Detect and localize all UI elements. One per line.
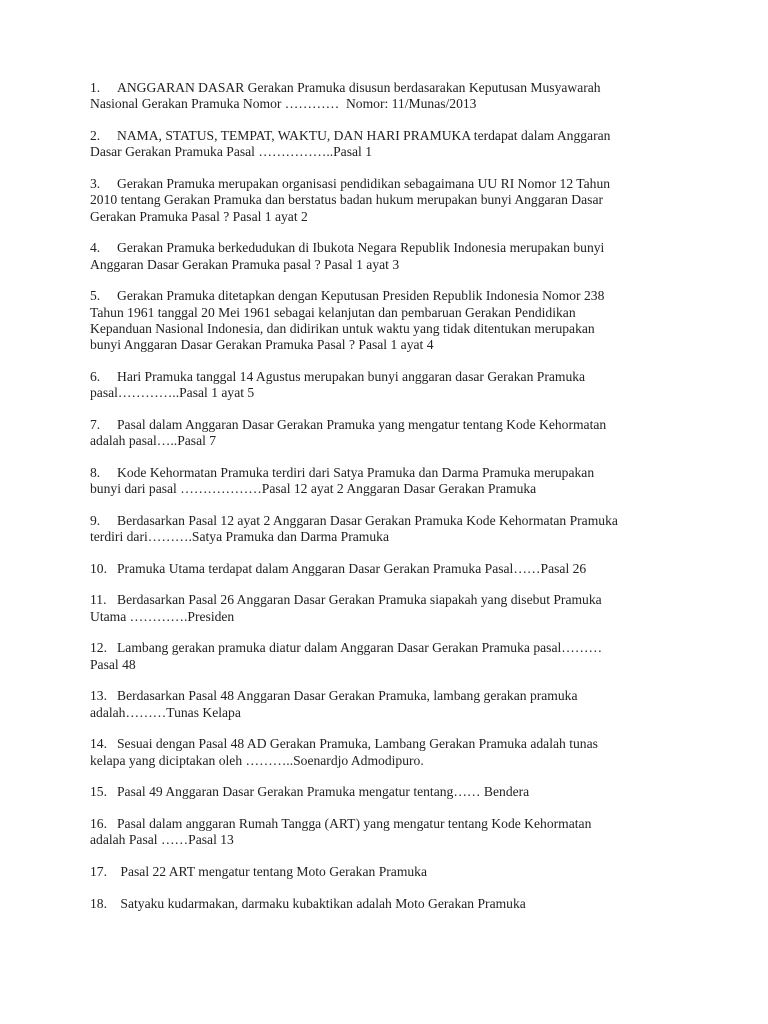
question-text: Anggaran Dasar Gerakan Pramuka pasal ? Pasal 1 ayat 3	[90, 256, 400, 272]
question-text: terdiri dari……….Satya Pramuka dan Darma Pramuka	[90, 529, 389, 545]
question-text: Nasional Gerakan Pramuka Nomor ………… Nomor: 11/Munas/2013	[90, 96, 477, 112]
question-number: 1.	[90, 80, 101, 95]
question-text: Pasal 49 Anggaran Dasar Gerakan Pramuka mengatur tentang…… Bendera	[117, 784, 530, 800]
question-item	[90, 288, 690, 353]
question-number: 11.	[90, 592, 107, 608]
question-item	[90, 513, 690, 546]
question-number: 8.	[90, 464, 101, 480]
question-item	[90, 240, 690, 273]
question-line	[90, 369, 690, 385]
question-text: Berdasarkan Pasal 26 Anggaran Dasar Gerakan Pramuka siapakah yang disebut Pramuka	[117, 592, 602, 608]
question-text: kelapa yang diciptakan oleh ………..Soenardjo Admodipuro.	[90, 752, 424, 768]
question-number: 18.	[90, 895, 107, 911]
question-text: Satyaku kudarmakan, darmaku kubaktikan adalah Moto Gerakan Pramuka	[117, 895, 526, 911]
question-line	[90, 80, 690, 96]
question-line	[90, 176, 690, 192]
question-line	[90, 288, 690, 304]
question-line	[90, 736, 690, 752]
question-text: Gerakan Pramuka berkedudukan di Ibukota Negara Republik Indonesia merupakan bunyi	[117, 240, 605, 256]
question-item	[90, 640, 690, 673]
question-text: Kepanduan Nasional Indonesia, dan didirikan untuk waktu yang tidak ditentukan merupakan	[90, 320, 595, 336]
question-line	[90, 192, 690, 208]
question-number: 16.	[90, 816, 107, 832]
question-text: Gerakan Pramuka ditetapkan dengan Keputusan Presiden Republik Indonesia Nomor 238	[117, 288, 605, 304]
question-line	[90, 257, 690, 273]
question-number: 6.	[90, 368, 101, 384]
question-text: bunyi Anggaran Dasar Gerakan Pramuka Pasal ? Pasal 1 ayat 4	[90, 337, 434, 353]
question-line	[90, 465, 690, 481]
question-item	[90, 784, 690, 800]
question-text: Berdasarkan Pasal 12 ayat 2 Anggaran Dasar Gerakan Pramuka Kode Kehormatan Pramuka	[117, 512, 618, 528]
question-text: Kode Kehormatan Pramuka terdiri dari Satya Pramuka dan Darma Pramuka merupakan	[117, 464, 595, 480]
question-line	[90, 513, 690, 529]
question-number: 14.	[90, 736, 107, 752]
question-text: Lambang gerakan pramuka diatur dalam Anggaran Dasar Gerakan Pramuka pasal………	[117, 640, 603, 656]
question-line	[90, 784, 690, 800]
question-text: adalah………Tunas Kelapa	[90, 704, 241, 720]
question-text: Pasal 22 ART mengatur tentang Moto Gerakan Pramuka	[117, 864, 428, 880]
question-text: adalah Pasal ……Pasal 13	[90, 832, 234, 848]
question-line	[90, 144, 690, 160]
question-number: 7.	[90, 416, 101, 432]
question-text: Gerakan Pramuka Pasal ? Pasal 1 ayat 2	[90, 208, 308, 224]
question-line	[90, 240, 690, 256]
question-line	[90, 385, 690, 401]
question-item	[90, 896, 690, 912]
question-item	[90, 864, 690, 880]
question-text: Sesuai dengan Pasal 48 AD Gerakan Pramuka, Lambang Gerakan Pramuka adalah tunas	[117, 736, 598, 752]
question-number: 2.	[90, 127, 101, 143]
question-line	[90, 896, 690, 912]
question-item	[90, 369, 690, 402]
question-line	[90, 561, 690, 577]
question-item	[90, 592, 690, 625]
question-number: 13.	[90, 688, 107, 704]
question-line	[90, 481, 690, 497]
question-text: bunyi dari pasal ………………Pasal 12 ayat 2 Anggaran Dasar Gerakan Pramuka	[90, 481, 537, 497]
question-text: Pasal dalam anggaran Rumah Tangga (ART) yang mengatur tentang Kode Kehormatan	[117, 816, 592, 832]
question-line	[90, 816, 690, 832]
question-item	[90, 128, 690, 161]
question-item	[90, 176, 690, 225]
question-line	[90, 609, 690, 625]
question-line	[90, 864, 690, 880]
question-line	[90, 321, 690, 337]
question-line	[90, 688, 690, 704]
question-item	[90, 816, 690, 849]
question-text: Berdasarkan Pasal 48 Anggaran Dasar Gerakan Pramuka, lambang gerakan pramuka	[117, 688, 578, 704]
question-text: Pramuka Utama terdapat dalam Anggaran Dasar Gerakan Pramuka Pasal……Pasal 26	[117, 560, 587, 576]
question-line	[90, 128, 690, 144]
question-text: NAMA, STATUS, TEMPAT, WAKTU, DAN HARI PRAMUKA terdapat dalam Anggaran	[117, 127, 611, 143]
question-text: ANGGARAN DASAR Gerakan Pramuka disusun berdasarakan Keputusan Musyawarah	[117, 80, 601, 95]
question-number: 5.	[90, 288, 101, 304]
question-line	[90, 96, 690, 112]
question-number: 15.	[90, 784, 107, 800]
question-text: Dasar Gerakan Pramuka Pasal ……………..Pasal 1	[90, 144, 373, 160]
question-item	[90, 561, 690, 577]
question-text: Tahun 1961 tanggal 20 Mei 1961 sebagai kelanjutan dan pembaruan Gerakan Pendidikan	[90, 304, 576, 320]
document-body	[90, 80, 690, 927]
question-number: 17.	[90, 864, 107, 880]
question-text: 2010 tentang Gerakan Pramuka dan berstatus badan hukum merupakan bunyi Anggaran Dasar	[90, 192, 604, 208]
question-item	[90, 465, 690, 498]
question-item	[90, 736, 690, 769]
question-number: 10.	[90, 560, 107, 576]
question-text: adalah pasal…..Pasal 7	[90, 433, 217, 449]
question-line	[90, 337, 690, 353]
question-text: Hari Pramuka tanggal 14 Agustus merupakan bunyi anggaran dasar Gerakan Pramuka	[117, 368, 586, 384]
question-item	[90, 417, 690, 450]
question-line	[90, 433, 690, 449]
question-number: 4.	[90, 240, 101, 256]
question-line	[90, 529, 690, 545]
question-line	[90, 305, 690, 321]
question-text: Pasal 48	[90, 656, 136, 672]
question-item	[90, 688, 690, 721]
question-line	[90, 657, 690, 673]
question-text: pasal…………..Pasal 1 ayat 5	[90, 385, 255, 401]
question-item	[90, 80, 690, 113]
question-text: Gerakan Pramuka merupakan organisasi pendidikan sebagaimana UU RI Nomor 12 Tahun	[117, 175, 611, 191]
question-line	[90, 753, 690, 769]
question-number: 12.	[90, 640, 107, 656]
question-line	[90, 592, 690, 608]
question-line	[90, 832, 690, 848]
question-number: 3.	[90, 175, 101, 191]
question-text: Utama ………….Presiden	[90, 608, 235, 624]
question-line	[90, 705, 690, 721]
question-line	[90, 640, 690, 656]
question-line	[90, 209, 690, 225]
question-number: 9.	[90, 512, 101, 528]
question-line	[90, 417, 690, 433]
question-text: Pasal dalam Anggaran Dasar Gerakan Pramuka yang mengatur tentang Kode Kehormatan	[117, 416, 607, 432]
